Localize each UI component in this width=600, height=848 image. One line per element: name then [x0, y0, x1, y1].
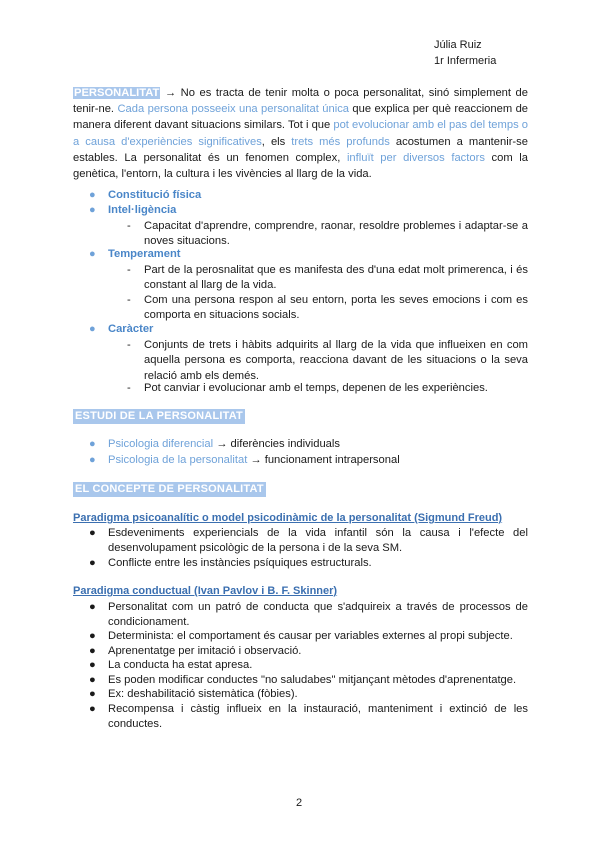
bullet-icon: ●: [89, 189, 96, 201]
estudi-desc: funcionament intrapersonal: [264, 454, 400, 466]
section-heading-estudi: ESTUDI DE LA PERSONALITAT: [75, 410, 243, 422]
list-item: [89, 454, 528, 466]
list-item: [89, 438, 528, 450]
factor-description: Capacitat d'aprendre, comprendre, raonar, resoldre problemes i adaptar-se a noves situacions.: [144, 220, 528, 248]
intro-highlight-2: pot evolucionar amb el pas del temps o a causa d'experiències significatives: [73, 119, 528, 148]
bullet-icon: ●: [89, 557, 96, 569]
paradigm-title-psicoanalitic: Paradigma psicoanalític o model psicodinàmic de la personalitat (Sigmund Freud): [73, 512, 503, 524]
dash-icon: -: [127, 264, 131, 276]
factor-description: Pot canviar i evolucionar amb el temps, depenen de les experiències.: [144, 382, 488, 394]
estudi-term: Psicologia diferencial: [108, 438, 214, 450]
personalitat-term: PERSONALITAT: [74, 87, 160, 99]
list-item: [89, 204, 528, 216]
factor-label: Intel·ligència: [108, 204, 177, 216]
bullet-icon: ●: [89, 674, 96, 686]
bullet-icon: ●: [89, 248, 96, 260]
intro-text-1: No es tracta de tenir molta o poca personalitat, sinó simplement de tenir-ne.: [73, 87, 529, 116]
list-item: [89, 629, 528, 644]
factor-label: Temperament: [108, 248, 181, 260]
dash-icon: -: [127, 294, 131, 306]
intro-text-5: com la genètica, l'entorn, la cultura i les vivències al llarg de la vida.: [73, 151, 529, 181]
estudi-term: Psicologia de la personalitat: [108, 454, 248, 466]
list-item: [89, 323, 528, 335]
list-item: [127, 381, 528, 396]
paradigm-point: Ex: deshabilitació sistemàtica (fòbies).: [108, 688, 298, 700]
estudi-desc: diferències individuals: [230, 438, 340, 450]
intro-text-3: , els: [261, 135, 292, 148]
list-item: [89, 556, 528, 571]
arrow: →: [213, 438, 231, 450]
factor-description: Com una persona respon al seu entorn, porta les seves emocions i com es comporta en situacions socials.: [144, 294, 528, 322]
bullet-icon: ●: [89, 454, 96, 466]
course-name: 1r Infermeria: [434, 55, 497, 67]
factor-description: Part de la perosnalitat que es manifesta des d'una edat molt primerenca, i és constant al llarg de la vida.: [144, 264, 528, 292]
paradigm-point: La conducta ha estat apresa.: [108, 659, 253, 671]
intro-highlight-1: Cada persona posseeix una personalitat única: [117, 103, 350, 116]
paradigm-point: Personalitat com un patró de conducta que s'adquireix a través de processos de condicionament.: [108, 601, 528, 629]
factor-label: Constitució física: [108, 189, 202, 201]
dash-icon: -: [127, 339, 131, 351]
intro-text-2: que explica per què reaccionem de manera diferent davant situacions similars. Tot i que: [73, 103, 529, 132]
dash-icon: -: [127, 220, 131, 232]
bullet-icon: ●: [89, 703, 96, 715]
list-item: [89, 658, 528, 673]
list-item: [89, 600, 528, 631]
list-item: [89, 526, 528, 557]
list-item: [89, 687, 528, 702]
paradigm-point: Conflicte entre les instàncies psíquiques estructurals.: [108, 557, 372, 569]
paradigm-point: Aprenentatge per imitació i observació.: [108, 645, 302, 657]
intro-text-4: acostumen a mantenir-se estables. La personalitat és un fenomen complex,: [73, 135, 528, 164]
bullet-icon: ●: [89, 204, 96, 216]
factor-description: Conjunts de trets i hàbits adquirits al llarg de la vida que influeixen en com aquella persona es comporta, reacciona davant de les situacions o la seva relació amb els demés.: [144, 339, 528, 382]
list-item: [89, 189, 528, 201]
intro-paragraph: [73, 85, 528, 182]
bullet-icon: ●: [89, 630, 96, 642]
intro-arrow: →: [164, 87, 177, 99]
paradigm-title-conductual: Paradigma conductual (Ivan Pavlov i B. F. Skinner): [73, 585, 338, 597]
paradigm-point: Es poden modificar conductes "no saludabes" mitjançant mètodes d'aprenentatge.: [108, 674, 517, 686]
intro-highlight-4: influït per diversos factors: [346, 151, 485, 164]
paradigm-point: Determinista: el comportament és causar per variables externes al propi subjecte.: [108, 630, 513, 642]
list-item: [127, 338, 528, 384]
factor-label: Caràcter: [108, 323, 154, 335]
bullet-icon: ●: [89, 659, 96, 671]
paradigm-point: Esdeveniments experiencials de la vida infantil són la causa i l'efecte del desenvolupament psicològic de la persona i de la seva SM.: [108, 527, 528, 555]
list-item: [127, 219, 528, 250]
page-header: [434, 37, 496, 69]
list-item: [89, 248, 528, 260]
bullet-icon: ●: [89, 645, 96, 657]
bullet-icon: ●: [89, 527, 96, 539]
section-heading-concepte: EL CONCEPTE DE PERSONALITAT: [75, 483, 264, 495]
dash-icon: -: [127, 382, 131, 394]
author-name: Júlia Ruiz: [434, 39, 482, 51]
bullet-icon: ●: [89, 601, 96, 613]
list-item: [127, 263, 528, 294]
bullet-icon: ●: [89, 438, 96, 450]
list-item: [127, 293, 528, 324]
intro-highlight-3: trets més profunds: [291, 135, 390, 148]
paradigm-point: Recompensa i càstig influeix en la instauració, manteniment i extinció de les conductes.: [108, 703, 528, 731]
page-number: 2: [296, 797, 303, 809]
arrow: →: [247, 454, 265, 466]
bullet-icon: ●: [89, 323, 96, 335]
list-item: [89, 702, 528, 733]
bullet-icon: ●: [89, 688, 96, 700]
